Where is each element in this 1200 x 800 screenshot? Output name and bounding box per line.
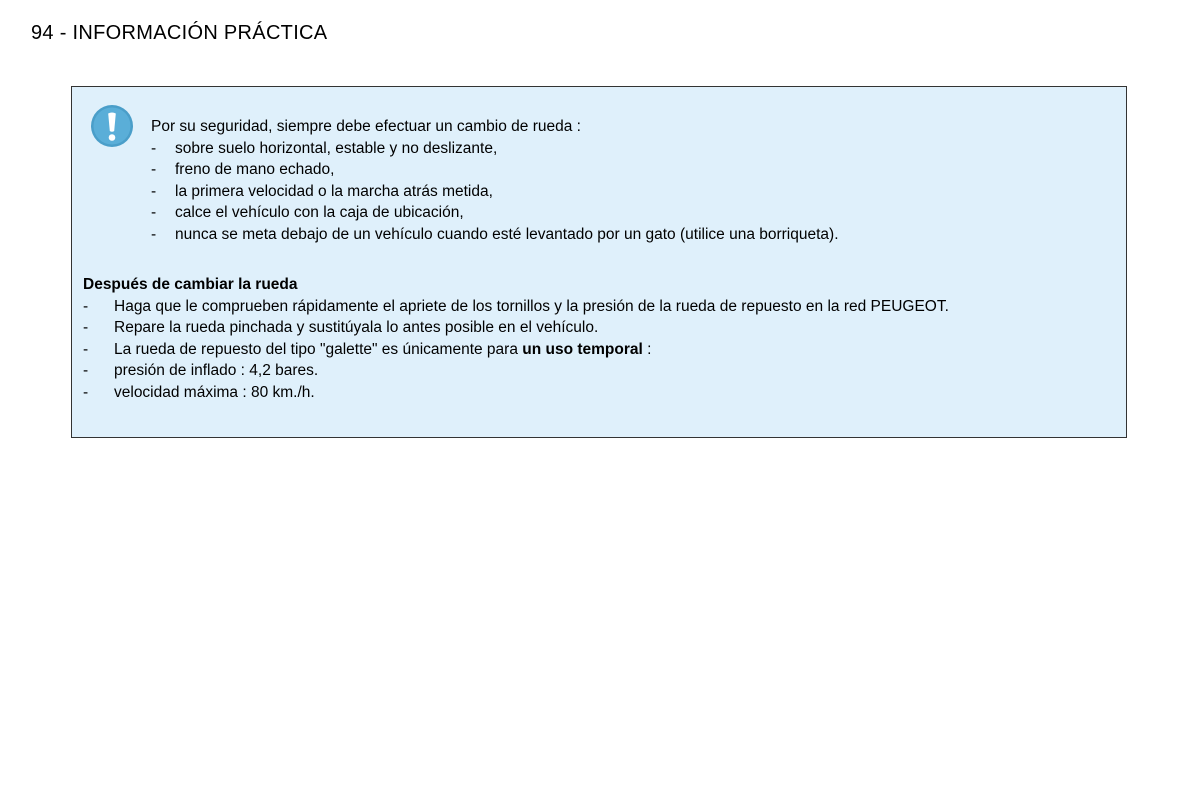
list-item-text: velocidad máxima : 80 km./h. xyxy=(114,383,315,401)
warning-box xyxy=(71,86,1127,438)
list-item-text: presión de inflado : 4,2 bares. xyxy=(114,362,319,379)
list-item-text: Repare la rueda pinchada y sustitúyala lo antes posible en el vehículo. xyxy=(114,319,599,336)
list-item-text: calce el vehículo con la caja de ubicación, xyxy=(175,204,464,221)
dash: - xyxy=(83,383,89,401)
page-number: 94 xyxy=(31,22,54,44)
list-item xyxy=(83,382,1083,404)
list-item xyxy=(151,159,1111,181)
list-item xyxy=(151,138,1111,160)
safety-list xyxy=(151,138,1111,246)
list-item xyxy=(151,224,1111,246)
dash: - xyxy=(151,139,157,157)
dash: - xyxy=(83,362,89,379)
list-item-text: freno de mano echado, xyxy=(175,161,335,178)
dash: - xyxy=(151,225,157,243)
after-change-list xyxy=(83,296,1083,404)
dash: - xyxy=(83,319,89,336)
list-item-text: Haga que le comprueben rápidamente el apriete de los tornillos y la presión de la rueda de repuesto en la red PEUGEOT. xyxy=(114,297,949,315)
list-item xyxy=(83,296,1083,318)
dash: - xyxy=(83,297,89,315)
section-title: INFORMACIÓN PRÁCTICA xyxy=(72,22,328,44)
header-separator: - xyxy=(53,22,73,44)
exclamation-circle-icon xyxy=(90,104,134,148)
list-item xyxy=(83,317,1083,339)
section-heading: Después de cambiar la rueda xyxy=(83,276,298,293)
dash: - xyxy=(151,161,157,178)
dash: - xyxy=(83,340,89,358)
galette-emphasis: un uso temporal xyxy=(522,340,643,358)
list-item xyxy=(151,181,1111,203)
list-item xyxy=(83,339,1083,361)
galette-prefix: La rueda de repuesto del tipo "galette" es únicamente para xyxy=(114,340,523,358)
list-item-text: la primera velocidad o la marcha atrás metida, xyxy=(175,182,493,200)
safety-section xyxy=(151,116,1111,245)
list-item-text: nunca se meta debajo de un vehículo cuando esté levantado por un gato (utilice una borriqueta). xyxy=(175,225,839,243)
list-item xyxy=(151,202,1111,224)
list-item-text: sobre suelo horizontal, estable y no deslizante, xyxy=(175,139,498,157)
galette-suffix: : xyxy=(642,340,652,358)
page-header xyxy=(31,20,327,46)
dash: - xyxy=(151,204,157,221)
list-item xyxy=(83,360,1083,382)
safety-intro: Por su seguridad, siempre debe efectuar un cambio de rueda : xyxy=(151,118,581,135)
after-change-section xyxy=(83,274,1083,403)
dash: - xyxy=(151,182,157,200)
